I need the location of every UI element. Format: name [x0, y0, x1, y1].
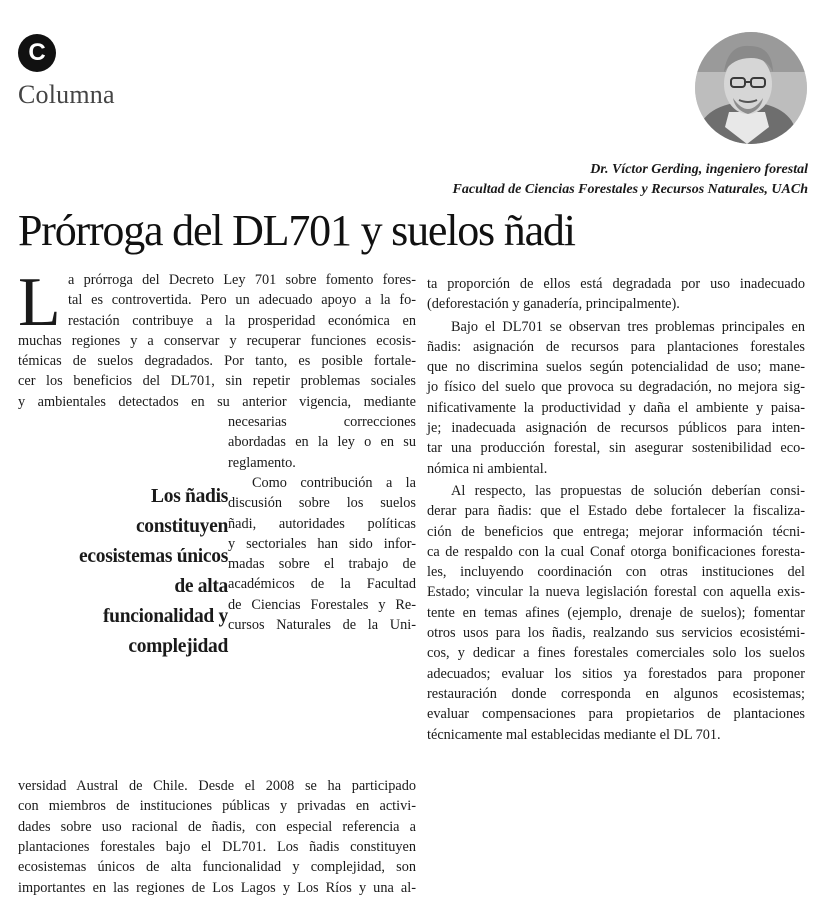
text-line: Bajo el DL701 se observan tres problemas principales en	[451, 318, 805, 335]
text-line: ñadis: asignación de recursos para plantaciones forestales	[427, 338, 805, 355]
paragraph	[427, 274, 805, 315]
text-line: abordadas en la ley o en su	[228, 434, 416, 451]
text-line: témicas de suelos degradados. Por tanto, es posible fortale-	[18, 353, 416, 370]
pull-quote-line: constituyen	[135, 516, 228, 538]
text-line: y ambientales detectados en su anterior vigencia, mediante	[18, 393, 416, 410]
text-line: restación contribuye a la prosperidad económica en	[68, 312, 416, 329]
pull-quote	[78, 482, 228, 662]
text-line: ción de beneficios que entrega; mejorar información técni-	[427, 523, 805, 540]
opening-paragraph	[18, 264, 416, 412]
text-line: de Ciencias Forestales y Re-	[228, 596, 416, 613]
text-line: Al respecto, las propuestas de solución deberían consi-	[451, 482, 805, 499]
text-line: nificativamente la productividad y daña el ambiente y paisa-	[427, 399, 805, 416]
text-line: adecuados; evaluar los sitios ya forestados para proponer	[427, 665, 805, 682]
text-line: nómica ni ambiental.	[427, 460, 548, 477]
text-line: necesarias correcciones	[228, 414, 416, 431]
pull-quote-line: Los ñadis	[151, 486, 228, 508]
text-line: plantaciones forestales bajo el DL701. Los ñadis constituyen	[18, 838, 416, 855]
section-label: Columna	[18, 80, 115, 109]
text-line: a prórroga del Decreto Ley 701 sobre fomento fores-	[68, 272, 416, 288]
text-line: versidad Austral de Chile. Desde el 2008 se ha participado	[18, 778, 416, 795]
left-bottom-text	[18, 776, 416, 898]
pull-quote-line: complejidad	[128, 636, 228, 658]
text-line: técnicamente mal establecidas mediante el DL 701.	[427, 726, 721, 743]
text-line: ca de respaldo con la cual Conaf otorga bonificaciones foresta-	[427, 543, 805, 560]
text-line: je; inadecuada asignación de recursos públicos para inten-	[427, 420, 805, 437]
author-portrait-image	[695, 32, 807, 144]
text-line: y sectoriales han sido infor-	[228, 535, 416, 552]
text-line: dades sobre uso racional de ñadis, con especial referencia a	[18, 818, 416, 835]
text-line: académicos de la Facultad	[228, 576, 416, 593]
text-line: (deforestación y ganadería, principalmente).	[427, 296, 680, 313]
text-line: otros usos para los ñadis, realzando sus servicios ecosistémi-	[427, 625, 805, 642]
body-column-left	[18, 264, 416, 898]
text-line: que no discrimina suelos según potencialidad de uso; mane-	[427, 359, 805, 376]
body-column-right	[427, 274, 805, 745]
pull-quote-line: funcionalidad y	[102, 606, 228, 628]
column-badge	[18, 34, 56, 72]
text-line: cer los beneficios del DL701, sin repetir problemas sociales	[18, 373, 416, 390]
author-affiliation: Facultad de Ciencias Forestales y Recursos Naturales, UACh	[452, 182, 808, 197]
article-headline: Prórroga del DL701 y suelos ñadi	[18, 206, 575, 255]
paragraph	[427, 481, 805, 745]
text-line: tar una producción forestal, sin asegurar sostenibilidad eco-	[427, 440, 805, 457]
pullquote-area	[18, 412, 416, 778]
text-line: muchas regiones y a conservar y recuperar funciones ecosis-	[18, 332, 416, 349]
column-badge-letter: C	[28, 39, 46, 66]
paragraph	[427, 317, 805, 479]
text-line: cursos Naturales de la Uni-	[228, 617, 416, 634]
text-line: ta proporción de ellos está degradada por uso inadecuado	[427, 276, 805, 292]
text-line: jo físico del suelo que provoca su degradación, no mejora sig-	[427, 379, 805, 396]
text-line: Como contribución a la	[252, 474, 416, 491]
text-line: ñadi, autoridades políticas	[228, 515, 416, 532]
text-line: les, incluyendo coordinación con otras instituciones del	[427, 564, 805, 581]
text-line: restauración donde corresponda en algunos ecosistemas;	[427, 685, 805, 702]
text-line: derar para ñadis: que el Estado debe fortalecer la fiscaliza-	[427, 503, 805, 520]
text-line: reglamento.	[228, 454, 296, 471]
drop-cap: L	[18, 264, 61, 341]
text-line: tente en temas afines (ejemplo, drenaje de suelos); fomentar	[427, 604, 805, 621]
text-line: tal es controvertida. Pero un adecuado apoyo a la fo-	[68, 292, 416, 309]
text-line: evaluar compensaciones para propietarios de plantaciones	[427, 706, 805, 723]
text-line: madas sobre el trabajo de	[228, 556, 416, 573]
text-line: cos, y dedicar a fines forestales comerciales solo los suelos	[427, 645, 805, 662]
text-line: con miembros de instituciones públicas y privadas en activi-	[18, 798, 416, 815]
text-line: ecosistemas únicos de alta funcionalidad y complejidad, son	[18, 859, 416, 876]
author-name: Dr. Víctor Gerding, ingeniero forestal	[590, 162, 808, 177]
author-byline	[453, 160, 808, 200]
pull-quote-line: de alta	[174, 576, 228, 598]
pull-quote-line: ecosistemas únicos	[79, 546, 228, 568]
text-line: discusión sobre los suelos	[228, 495, 416, 512]
author-photo	[695, 32, 807, 144]
text-line: Estado; vincular la nueva legislación forestal con aquella exis-	[427, 584, 805, 601]
narrow-text-column	[228, 412, 416, 635]
text-line: importantes en las regiones de Los Lagos y Los Ríos y una al-	[18, 879, 416, 896]
